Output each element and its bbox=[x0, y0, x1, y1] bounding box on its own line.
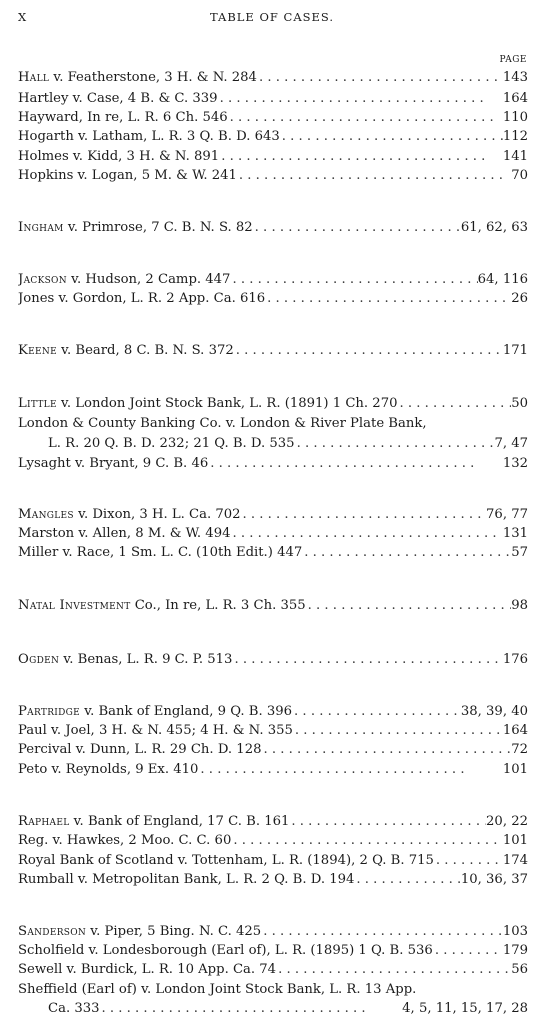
case-entry bbox=[18, 870, 528, 890]
case-citation bbox=[18, 434, 295, 454]
case-page-ref: 4, 5, 11, 15, 17, 28 bbox=[402, 1001, 528, 1016]
leader-dots bbox=[292, 702, 461, 722]
case-entry bbox=[18, 650, 528, 670]
case-citation bbox=[18, 89, 218, 109]
case-entry bbox=[18, 89, 528, 109]
case-citation bbox=[18, 414, 427, 434]
case-citation bbox=[18, 543, 302, 563]
leader-dots bbox=[219, 147, 503, 167]
case-page-ref: 101 bbox=[502, 833, 528, 848]
case-page-ref: 112 bbox=[502, 129, 528, 144]
leader-dots bbox=[295, 434, 495, 454]
case-party-name: Hall bbox=[18, 70, 50, 85]
case-rest: Holmes v. Kidd, 3 H. & N. 891 bbox=[18, 149, 220, 164]
case-party-name: Natal Investment bbox=[18, 598, 131, 613]
leader-dots bbox=[265, 289, 511, 309]
case-page-ref: 132 bbox=[502, 456, 528, 471]
case-page-ref: 76, 77 bbox=[486, 507, 528, 522]
case-citation bbox=[18, 394, 397, 414]
leader-dots bbox=[433, 941, 503, 961]
case-rest: London & County Banking Co. v. London & River Plate Bank, bbox=[18, 416, 427, 431]
case-page-ref: 70 bbox=[511, 168, 528, 183]
case-entry bbox=[18, 831, 528, 851]
case-entry bbox=[18, 524, 528, 544]
case-rest: v. Benas, L. R. 9 C. P. 513 bbox=[59, 652, 233, 667]
case-rest: v. Piper, 5 Bing. N. C. 425 bbox=[86, 924, 262, 939]
case-citation bbox=[18, 524, 230, 544]
case-page-ref: 50 bbox=[511, 396, 528, 411]
case-entry bbox=[18, 721, 528, 741]
case-citation bbox=[18, 596, 306, 616]
case-party-name: Ingham bbox=[18, 220, 64, 235]
case-rest: Ca. 333 bbox=[48, 1001, 100, 1016]
case-page-ref: 164 bbox=[502, 91, 528, 106]
case-entry bbox=[18, 108, 528, 128]
case-page-ref: 164 bbox=[502, 723, 528, 738]
case-page-ref: 72 bbox=[511, 742, 528, 757]
leader-dots bbox=[397, 394, 511, 414]
leader-dots bbox=[234, 341, 503, 361]
case-citation bbox=[18, 760, 198, 780]
case-citation bbox=[18, 218, 253, 238]
case-rest: v. Hudson, 2 Camp. 447 bbox=[66, 272, 231, 287]
case-citation bbox=[18, 740, 261, 760]
case-rest: Scholfield v. Londesborough (Earl of), L. R. (1895) 1 Q. B. 536 bbox=[18, 943, 433, 958]
case-rest: Co., In re, L. R. 3 Ch. 355 bbox=[130, 598, 306, 613]
case-rest: v. Primrose, 7 C. B. N. S. 82 bbox=[63, 220, 253, 235]
case-citation bbox=[18, 289, 265, 309]
case-page-ref: 61, 62, 63 bbox=[460, 220, 528, 235]
case-citation bbox=[18, 851, 434, 871]
page-column-label: PAGE bbox=[499, 55, 527, 65]
case-entry bbox=[18, 980, 528, 1000]
case-entry bbox=[18, 454, 528, 474]
case-entry bbox=[18, 341, 528, 361]
case-rest: Royal Bank of Scotland v. Tottenham, L. R. (1894), 2 Q. B. 715 bbox=[18, 853, 434, 868]
case-rest: v. Featherstone, 3 H. & N. 284 bbox=[49, 70, 257, 85]
case-party-name: Little bbox=[18, 396, 57, 411]
leader-dots bbox=[228, 108, 503, 128]
case-rest: Sheffield (Earl of) v. London Joint Stock Bank, L. R. 13 App. bbox=[18, 982, 417, 997]
leader-dots bbox=[280, 127, 503, 147]
case-citation bbox=[18, 980, 416, 1000]
case-entry bbox=[18, 68, 528, 88]
case-entry bbox=[18, 127, 528, 147]
case-page-ref: 110 bbox=[502, 110, 528, 125]
case-page-ref: 131 bbox=[502, 526, 528, 541]
case-page-ref: 57 bbox=[511, 545, 528, 560]
case-entry bbox=[18, 147, 528, 167]
case-rest: Reg. v. Hawkes, 2 Moo. C. C. 60 bbox=[18, 833, 232, 848]
leader-dots bbox=[241, 505, 487, 525]
case-entry bbox=[18, 505, 528, 525]
page-header bbox=[18, 10, 526, 28]
case-page-ref: 176 bbox=[502, 652, 528, 667]
page-number: X bbox=[18, 10, 28, 24]
case-entry bbox=[18, 812, 528, 832]
leader-dots bbox=[306, 596, 512, 616]
case-rest: Jones v. Gordon, L. R. 2 App. Ca. 616 bbox=[18, 291, 266, 306]
case-rest: Hogarth v. Latham, L. R. 3 Q. B. D. 643 bbox=[18, 129, 280, 144]
case-citation bbox=[18, 812, 289, 832]
case-citation bbox=[18, 650, 232, 670]
leader-dots bbox=[257, 68, 503, 88]
case-rest: Hartley v. Case, 4 B. & C. 339 bbox=[18, 91, 218, 106]
case-entry bbox=[18, 289, 528, 309]
case-entry bbox=[18, 270, 528, 290]
case-citation bbox=[18, 147, 219, 167]
case-citation bbox=[18, 166, 237, 186]
case-citation bbox=[18, 505, 241, 525]
leader-dots bbox=[218, 89, 503, 109]
leader-dots bbox=[289, 812, 486, 832]
case-rest: Hopkins v. Logan, 5 M. & W. 241 bbox=[18, 168, 237, 183]
leader-dots bbox=[231, 831, 502, 851]
case-citation bbox=[18, 922, 261, 942]
case-page-ref: 7, 47 bbox=[494, 436, 528, 451]
case-page-ref: 141 bbox=[502, 149, 528, 164]
case-page-ref: 64, 116 bbox=[477, 272, 528, 287]
case-party-name: Sanderson bbox=[18, 924, 87, 939]
leader-dots bbox=[232, 650, 502, 670]
case-rest: Sewell v. Burdick, L. R. 10 App. Ca. 74 bbox=[18, 962, 277, 977]
case-entry bbox=[18, 740, 528, 760]
case-entry bbox=[18, 218, 528, 238]
case-entry bbox=[18, 166, 528, 186]
case-page-ref: 174 bbox=[502, 853, 528, 868]
case-page-ref: 10, 36, 37 bbox=[460, 872, 528, 887]
case-citation bbox=[18, 108, 228, 128]
leader-dots bbox=[261, 922, 503, 942]
case-citation bbox=[18, 127, 280, 147]
case-page-ref: 98 bbox=[511, 598, 528, 613]
leader-dots bbox=[354, 870, 461, 890]
leader-dots bbox=[230, 524, 502, 544]
leader-dots bbox=[198, 760, 502, 780]
case-citation bbox=[18, 341, 234, 361]
case-citation bbox=[18, 721, 293, 741]
leader-dots bbox=[261, 740, 511, 760]
leader-dots bbox=[230, 270, 477, 290]
case-entry bbox=[18, 851, 528, 871]
leader-dots bbox=[434, 851, 503, 871]
case-citation bbox=[18, 941, 433, 961]
case-party-name: Raphael bbox=[18, 814, 70, 829]
case-citation bbox=[18, 68, 257, 88]
case-rest: v. London Joint Stock Bank, L. R. (1891) 1 Ch. 270 bbox=[56, 396, 398, 411]
case-page-ref: 101 bbox=[502, 762, 528, 777]
case-citation bbox=[18, 454, 208, 474]
case-page-ref: 56 bbox=[511, 962, 528, 977]
case-citation bbox=[18, 999, 100, 1019]
case-party-name: Ogden bbox=[18, 652, 60, 667]
leader-dots bbox=[276, 960, 511, 980]
case-citation bbox=[18, 831, 231, 851]
leader-dots bbox=[237, 166, 511, 186]
case-rest: Marston v. Allen, 8 M. & W. 494 bbox=[18, 526, 231, 541]
case-entry bbox=[18, 941, 528, 961]
case-rest: v. Bank of England, 17 C. B. 161 bbox=[69, 814, 290, 829]
leader-dots bbox=[293, 721, 503, 741]
case-page-ref: 179 bbox=[502, 943, 528, 958]
case-citation bbox=[18, 270, 230, 290]
case-party-name: Keene bbox=[18, 343, 57, 358]
case-rest: v. Bank of England, 9 Q. B. 396 bbox=[80, 704, 293, 719]
leader-dots bbox=[302, 543, 511, 563]
case-citation bbox=[18, 960, 276, 980]
case-party-name: Partridge bbox=[18, 704, 81, 719]
case-rest: L. R. 20 Q. B. D. 232; 21 Q. B. D. 535 bbox=[48, 436, 295, 451]
case-party-name: Mangles bbox=[18, 507, 74, 522]
case-citation bbox=[18, 870, 354, 890]
case-rest: Miller v. Race, 1 Sm. L. C. (10th Edit.) 447 bbox=[18, 545, 303, 560]
case-page-ref: 26 bbox=[511, 291, 528, 306]
leader-dots bbox=[208, 454, 503, 474]
case-rest: Paul v. Joel, 3 H. & N. 455; 4 H. & N. 355 bbox=[18, 723, 293, 738]
case-rest: v. Beard, 8 C. B. N. S. 372 bbox=[56, 343, 234, 358]
case-page-ref: 20, 22 bbox=[486, 814, 528, 829]
case-rest: Percival v. Dunn, L. R. 29 Ch. D. 128 bbox=[18, 742, 262, 757]
case-entry bbox=[18, 760, 528, 780]
case-entry bbox=[18, 702, 528, 722]
case-party-name: Jackson bbox=[18, 272, 67, 287]
page-title: TABLE OF CASES. bbox=[209, 10, 335, 24]
case-page-ref: 171 bbox=[502, 343, 528, 358]
case-rest: Lysaght v. Bryant, 9 C. B. 46 bbox=[18, 456, 209, 471]
case-entry bbox=[18, 543, 528, 563]
case-rest: Rumball v. Metropolitan Bank, L. R. 2 Q. B. D. 194 bbox=[18, 872, 355, 887]
case-entry bbox=[18, 394, 528, 414]
case-citation bbox=[18, 702, 292, 722]
case-page-ref: 143 bbox=[502, 70, 528, 85]
case-entry bbox=[18, 960, 528, 980]
case-entry bbox=[18, 999, 528, 1019]
leader-dots bbox=[253, 218, 461, 238]
case-page-ref: 38, 39, 40 bbox=[460, 704, 528, 719]
case-page-ref: 103 bbox=[502, 924, 528, 939]
case-entry bbox=[18, 596, 528, 616]
case-rest: Peto v. Reynolds, 9 Ex. 410 bbox=[18, 762, 199, 777]
case-entry bbox=[18, 414, 528, 434]
leader-dots bbox=[100, 999, 403, 1019]
case-rest: v. Dixon, 3 H. L. Ca. 702 bbox=[73, 507, 241, 522]
case-entry bbox=[18, 434, 528, 454]
case-rest: Hayward, In re, L. R. 6 Ch. 546 bbox=[18, 110, 228, 125]
case-entry bbox=[18, 922, 528, 942]
